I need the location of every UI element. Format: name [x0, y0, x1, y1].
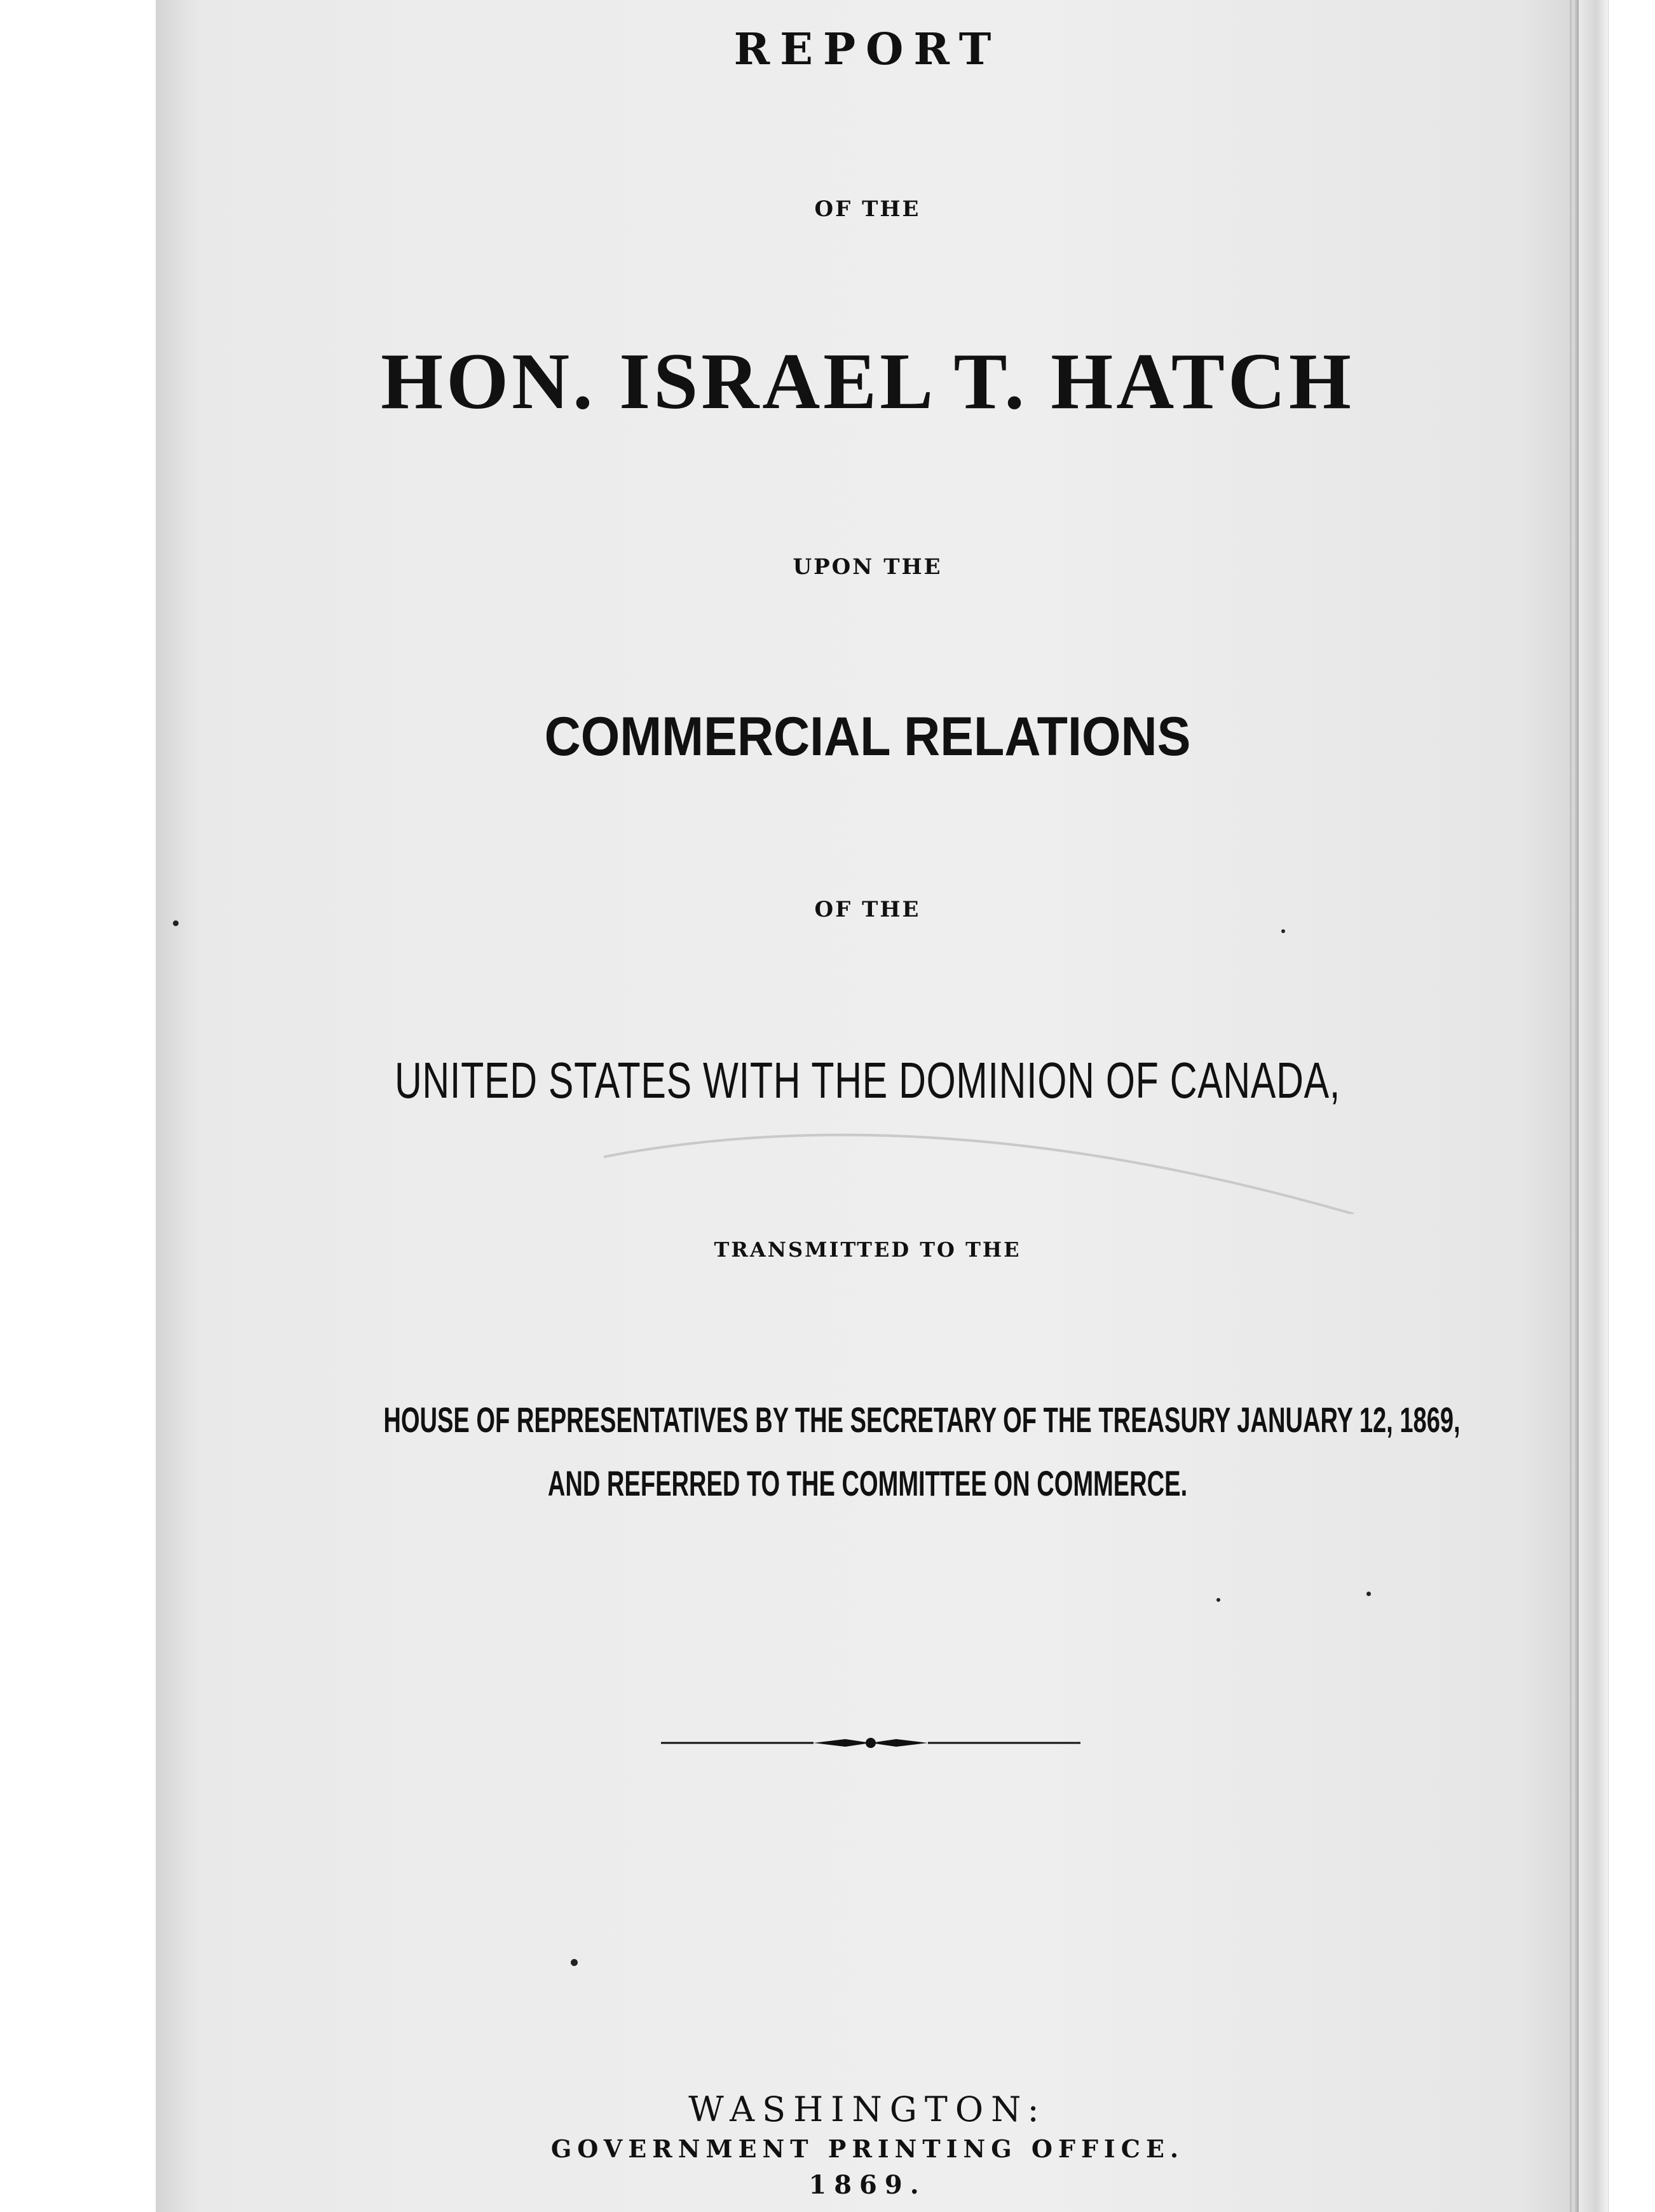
ink-speck: [1281, 929, 1285, 933]
page-edge: [1570, 0, 1579, 2212]
ink-speck: [1216, 1598, 1220, 1602]
author-name: HON. ISRAEL T. HATCH: [381, 338, 1354, 426]
imprint-year: 1869.: [808, 2170, 927, 2200]
imprint-city: WASHINGTON:: [688, 2089, 1047, 2129]
upon-the-line: UPON THE: [793, 554, 943, 580]
of-the-line-2: OF THE: [814, 897, 921, 922]
faint-arc-mark: [604, 1119, 1354, 1214]
ink-speck: [173, 920, 179, 926]
ornamental-rule: [661, 1735, 1080, 1751]
imprint-printer: GOVERNMENT PRINTING OFFICE.: [550, 2134, 1185, 2163]
house-line: HOUSE OF REPRESENTATIVES BY THE SECRETARY OF THE TREASURY JANUARY 12, 1869,: [383, 1400, 1461, 1440]
report-heading: REPORT: [733, 24, 1002, 75]
ink-speck: [571, 1959, 578, 1966]
countries-line: UNITED STATES WITH THE DOMINION OF CANADA,: [394, 1052, 1341, 1109]
scan-margin: [0, 0, 156, 2212]
ink-speck: [1366, 1592, 1371, 1596]
page-fold: [1579, 0, 1608, 2212]
subject-title: COMMERCIAL RELATIONS: [544, 706, 1191, 767]
transmitted-line: TRANSMITTED TO THE: [714, 1238, 1021, 1262]
referred-line: AND REFERRED TO THE COMMITTEE ON COMMERCE.: [547, 1463, 1188, 1503]
of-the-line: OF THE: [814, 196, 921, 222]
